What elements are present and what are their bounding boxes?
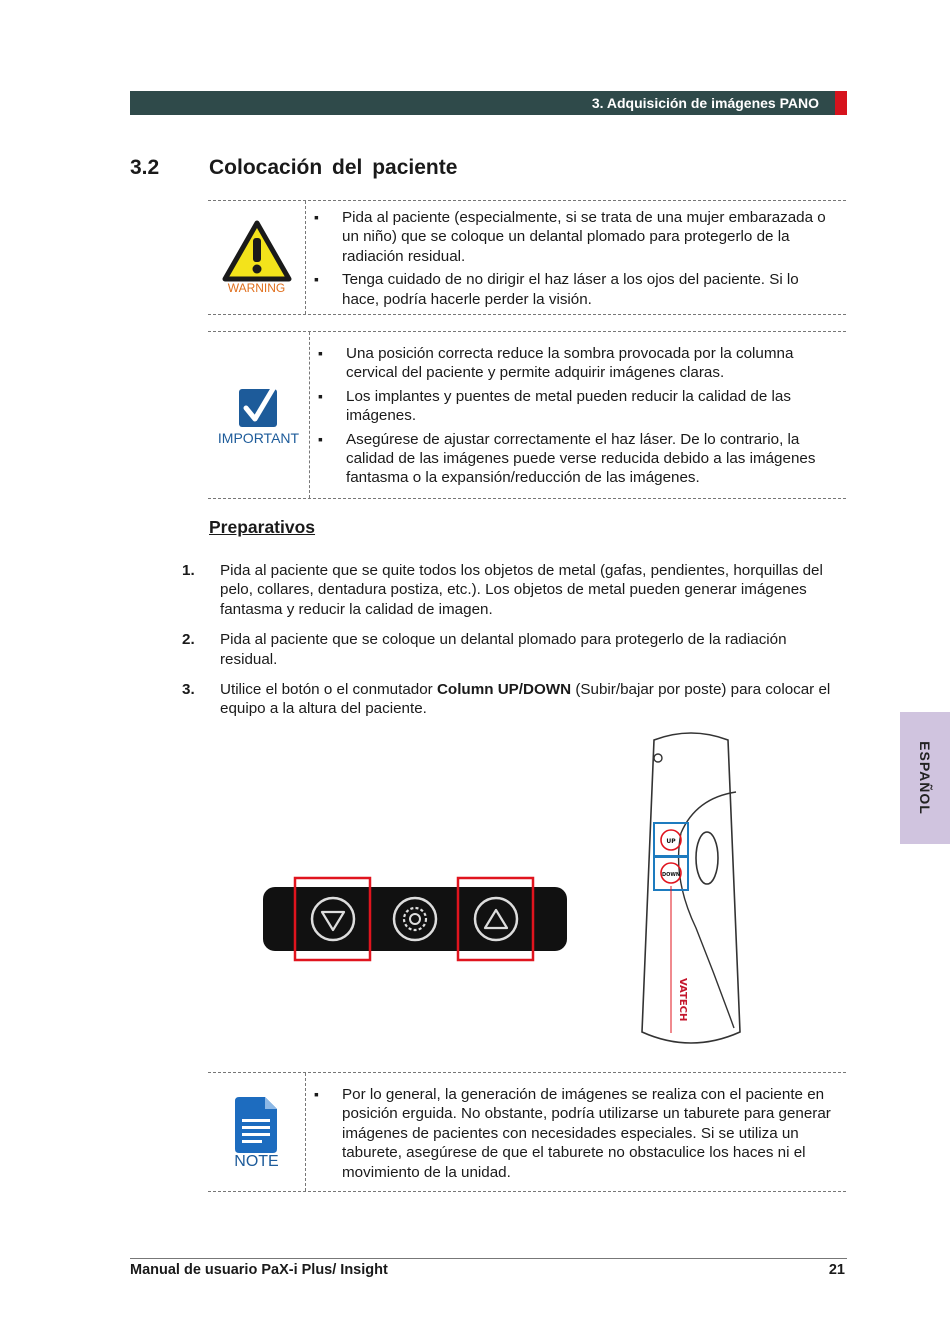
step-number: 3. [182,681,195,699]
step-text: Pida al paciente que se coloque un delantal plomado para protegerlo de la radiación residual. [220,631,787,668]
note-list [308,1085,836,1186]
warning-item: ▪ Pida al paciente (especialmente, si se trata de una mujer embarazada o un niño) que se coloque un delantal plomado para protegerlo de la radiación residual. [308,208,836,266]
important-icon-column [208,332,310,498]
step-item [182,680,842,719]
down-switch-label: DOWN [661,872,681,878]
step-bold-term: Column UP/DOWN [436,681,572,699]
handle-figure [636,728,746,1056]
document-icon [235,1097,277,1153]
language-side-tab-label: ESPAÑOL [917,741,933,815]
step-number: 1. [182,562,195,579]
warning-label: WARNING [227,281,286,295]
handle-body [642,733,740,1043]
important-item: ▪ Una posición correcta reduce la sombra provocada por la columna cervical del paciente y permite adquirir imágenes claras. [312,344,838,383]
up-switch-label: UP [666,838,676,845]
steps-list [182,561,842,730]
handle-brand-text: VATECH [677,978,688,1022]
section-title: Colocación del paciente [209,156,458,179]
footer-manual-title: Manual de usuario PaX-i Plus/ Insight [130,1262,388,1278]
note-label: NOTE [234,1153,279,1170]
step-number: 2. [182,631,195,649]
step-item [182,561,842,619]
step-item [182,630,842,669]
warning-item: ▪ Tenga cuidado de no dirigir el haz láser a los ojos del paciente. Si lo hace, podría hacerle perder la visión. [308,270,836,309]
header-accent [835,91,847,115]
warning-triangle-icon [222,220,292,282]
section-number: 3.2 [130,156,160,179]
step-text: Pida al paciente que se quite todos los objetos de metal (gafas, pendientes, horquillas del pelo, collares, dentadura postiza, etc.). Los objetos de metal pueden generar imágenes fantasma y reducir la calidad de imagen. [220,562,823,618]
important-item: ▪ Los implantes y puentes de metal pueden reducir la calidad de las imágenes. [312,387,838,426]
note-icon-column [208,1073,306,1191]
important-label: IMPORTANT [217,430,300,446]
step-text: (Subir/bajar por poste) para colocar el equipo a la altura del paciente. [220,681,831,718]
language-side-tab [900,712,950,844]
checkmark-icon [238,384,278,428]
footer-rule [130,1258,847,1259]
footer-page-number: 21 [828,1262,845,1278]
important-item: ▪ Asegúrese de ajustar correctamente el haz láser. De lo contrario, la calidad de las imágenes puede verse reducida debido a las imágenes fantasma o la expansión/reducción de las imágenes. [312,430,838,488]
preparativos-heading: Preparativos [209,517,316,537]
note-item: ▪ Por lo general, la generación de imágenes se realiza con el paciente en posición erguida. No obstante, podría utilizarse un taburete para generar imágenes de pacientes con necesidades especiales. Si se utiliza un taburete, asegúrese de que el taburete no obstaculice los haces ni el movimiento de la unidad. [308,1085,836,1182]
header-bar [130,91,835,115]
control-panel-body [263,887,567,951]
important-callout [208,331,846,499]
warning-list [308,208,836,313]
step-text: Utilice el botón o el conmutador [220,681,437,699]
important-list [312,344,838,492]
control-panel-figure [260,875,570,965]
note-callout [208,1072,846,1192]
warning-callout [208,200,846,315]
warning-icon-column [208,201,306,314]
header-title: 3. Adquisición de imágenes PANO [591,95,819,111]
